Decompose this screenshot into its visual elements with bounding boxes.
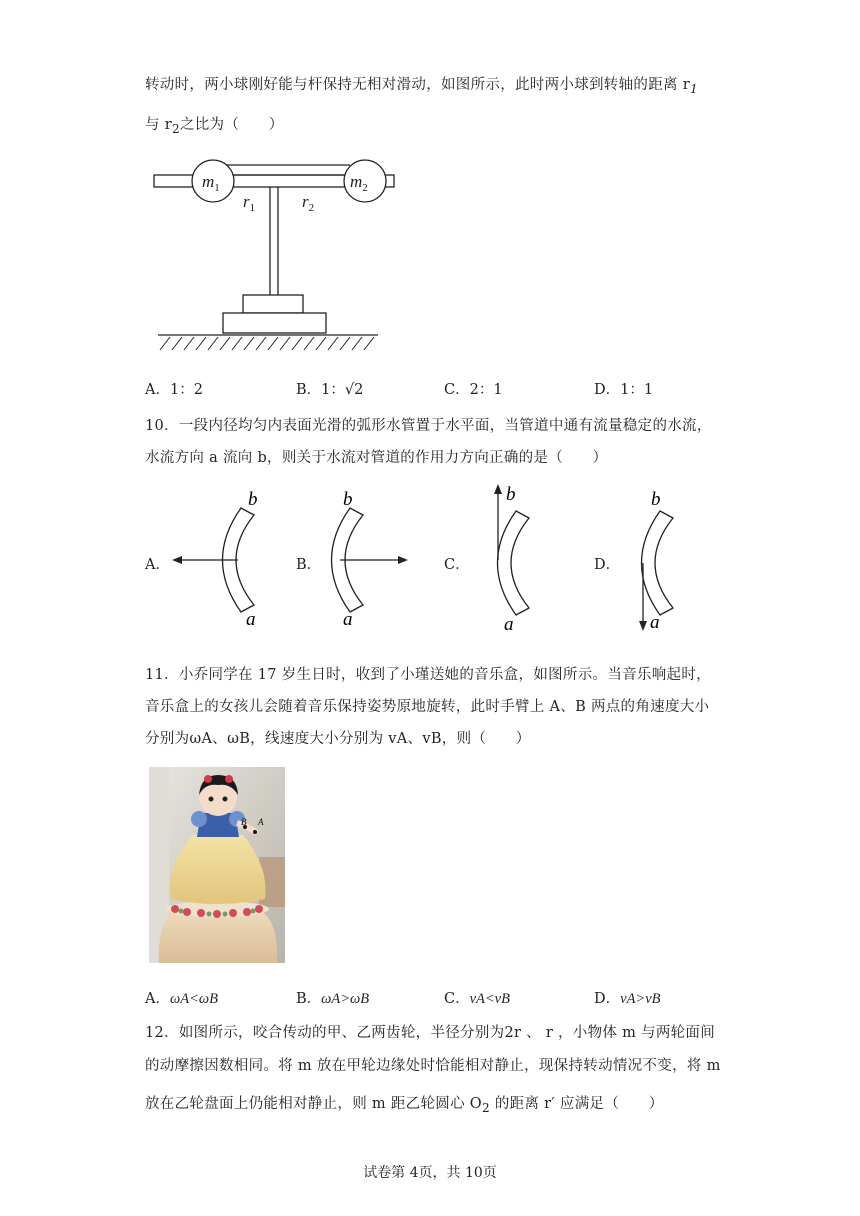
q10b-a-label: a <box>343 609 353 630</box>
q12-line-2: 的动摩擦因数相同。将 m 放在甲轮边缘处时恰能相对静止，现保持转动情况不变，将 m <box>145 1058 721 1074</box>
q10-figure-b <box>310 485 420 630</box>
q9-line-1: 转动时，两小球刚好能与杆保持无相对滑动，如图所示，此时两小球到转轴的距离 $r_1$ <box>145 77 698 96</box>
m1-label: $m_1$ <box>202 172 220 194</box>
q11-line-3: 分别为ωA、ωB，线速度大小分别为 vA、vB，则（ ） <box>145 731 531 747</box>
page-footer: 试卷第 4页，共 10页 <box>363 1165 497 1181</box>
q10a-a-label: a <box>246 609 256 630</box>
music-box-photo <box>149 767 285 963</box>
q11-line-2: 音乐盒上的女孩儿会随着音乐保持姿势原地旋转，此时手臂上 A、B 两点的角速度大小 <box>145 699 710 715</box>
q11-option-c[interactable]: C．vA<vB <box>444 991 510 1007</box>
q10-figure-d <box>615 485 725 635</box>
q9-option-c[interactable]: C．2：1 <box>444 382 503 398</box>
q10c-a-label: a <box>504 614 514 635</box>
q10-line-2: 水流方向 a 流向 b，则关于水流对管道的作用力方向正确的是（ ） <box>145 450 608 466</box>
q10-line-1: 10．一段内径均匀内表面光滑的弧形水管置于水平面，当管道中通有流量稳定的水流， <box>145 418 712 434</box>
q9-option-a[interactable]: A．1：2 <box>145 382 203 398</box>
q10-option-b[interactable]: B． <box>296 557 322 573</box>
q9-figure <box>150 155 400 355</box>
q10b-b-label: b <box>343 489 353 510</box>
q12-line-1: 12．如图所示，咬合传动的甲、乙两齿轮，半径分别为2r 、 r ，小物体 m 与两轮面间 <box>145 1025 716 1041</box>
q12-line-3: 放在乙轮盘面上仍能相对静止，则 m 距乙轮圆心 $O_2$ 的距离 r′ 应满足（ ） <box>145 1096 664 1115</box>
photo-point-a: A <box>258 817 264 827</box>
q11-line-1: 11．小乔同学在 17 岁生日时，收到了小瑾送她的音乐盒，如图所示。当音乐响起时， <box>145 667 711 683</box>
q11-option-b[interactable]: B．ωA>ωB <box>296 991 370 1007</box>
q10d-b-label: b <box>651 489 661 510</box>
q10-option-d[interactable]: D． <box>594 557 621 573</box>
q9-line-2: 与 $r_2$之比为（ ） <box>145 117 284 136</box>
q10d-a-label: a <box>650 612 660 633</box>
q10-figure-c <box>470 480 580 635</box>
q11-option-d[interactable]: D．vA>vB <box>594 991 661 1007</box>
q10-option-a[interactable]: A． <box>145 557 170 573</box>
q10a-b-label: b <box>248 489 258 510</box>
q9-option-d[interactable]: D．1：1 <box>594 382 654 398</box>
m2-label: $m_2$ <box>350 172 368 194</box>
q10c-b-label: b <box>506 484 516 505</box>
r1-label: $r_1$ <box>243 192 256 214</box>
r2-label: $r_2$ <box>302 192 315 214</box>
photo-point-b: B <box>241 817 247 827</box>
q9-option-b[interactable]: B．1：√2 <box>296 382 364 398</box>
q10-figure-a <box>168 485 278 630</box>
q11-option-a[interactable]: A．ωA<ωB <box>145 991 218 1007</box>
q10-option-c[interactable]: C． <box>444 557 470 573</box>
